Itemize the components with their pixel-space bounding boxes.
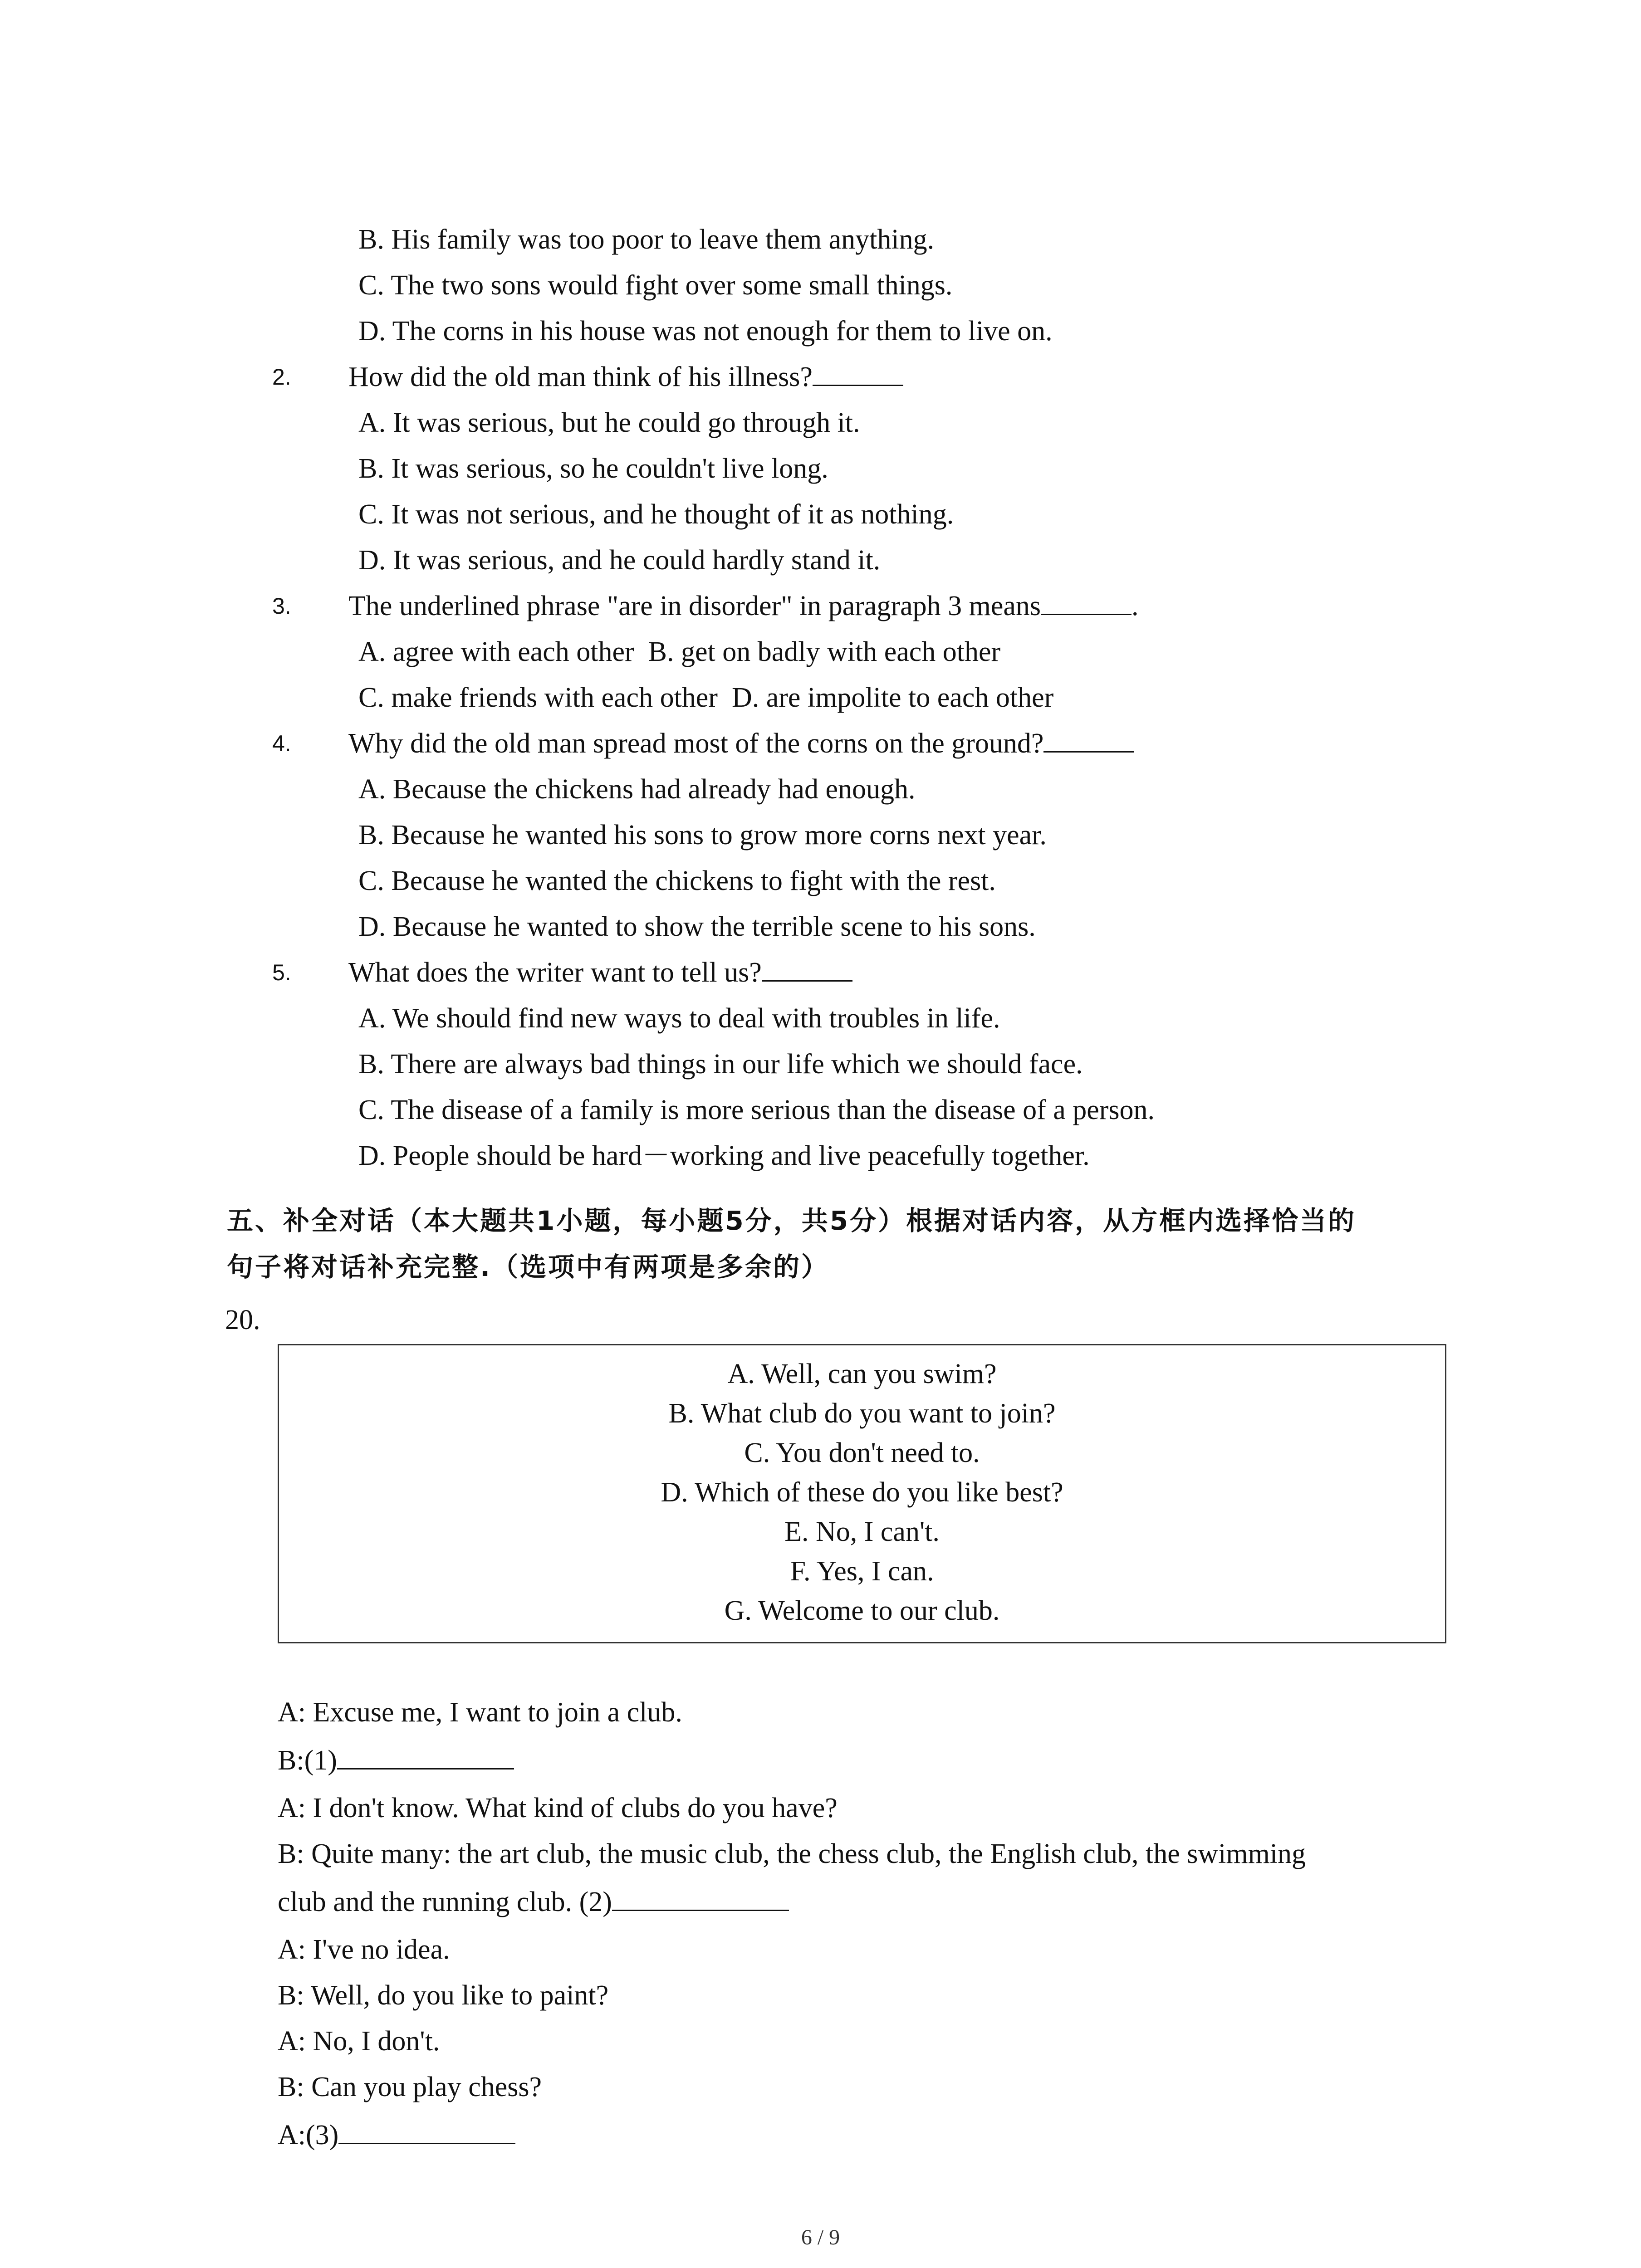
- box-option-a: A. Well, can you swim?: [727, 1359, 997, 1389]
- q1-option-c: C. The two sons would fight over some small things.: [358, 270, 953, 301]
- answer-blank: [762, 975, 852, 982]
- question-text: How did the old man think of his illness?: [348, 362, 813, 392]
- answer-blank-1[interactable]: [337, 1759, 514, 1769]
- section-heading-line: 句子将对话补充完整.（选项中有两项是多余的）: [227, 1251, 830, 1282]
- q1-option-b: B. His family was too poor to leave them anything.: [358, 224, 935, 255]
- question-text: What does the writer want to tell us?: [348, 957, 762, 988]
- question-text: Why did the old man spread most of the corns on the ground?: [348, 728, 1044, 759]
- q5-option-c: C. The disease of a family is more serious than the disease of a person.: [358, 1095, 1155, 1125]
- question-number: 4.: [272, 731, 291, 756]
- question-4: [272, 721, 1588, 767]
- answer-blank-2[interactable]: [612, 1901, 789, 1911]
- q3-options-cd: C. make friends with each other D. are impolite to each other: [358, 682, 1054, 713]
- q4-option-c: C. Because he wanted the chickens to fight with the rest.: [358, 865, 996, 896]
- answer-blank: [1041, 608, 1132, 615]
- dialog-line: B: Well, do you like to paint?: [278, 1980, 609, 2011]
- q2-option-c: C. It was not serious, and he thought of it as nothing.: [358, 499, 954, 530]
- dialog-text: club and the running club. (2): [278, 1887, 612, 1917]
- question-3: [272, 583, 1588, 629]
- options-box: [278, 1344, 1446, 1643]
- box-option-c: C. You don't need to.: [744, 1437, 980, 1468]
- dialog-line: A: I don't know. What kind of clubs do you have?: [278, 1793, 838, 1823]
- q1-option-d: D. The corns in his house was not enough for them to live on.: [358, 316, 1053, 347]
- question-number: 2.: [272, 364, 291, 390]
- question-2: [272, 354, 1588, 400]
- q5-option-d: D. People should be hard－working and live peacefully together.: [358, 1140, 1090, 1171]
- box-option-g: G. Welcome to our club.: [724, 1595, 1000, 1626]
- answer-blank-3[interactable]: [338, 2134, 515, 2144]
- q4-option-d: D. Because he wanted to show the terrible scene to his sons.: [358, 911, 1036, 942]
- dialog-line: A: I've no idea.: [278, 1934, 450, 1965]
- dialog: [278, 1690, 1457, 2160]
- q4-option-b: B. Because he wanted his sons to grow more corns next year.: [358, 820, 1047, 850]
- q2-option-d: D. It was serious, and he could hardly stand it.: [358, 545, 881, 576]
- dialog-line: B: Can you play chess?: [278, 2072, 542, 2102]
- box-option-f: F. Yes, I can.: [790, 1556, 934, 1587]
- q5-option-a: A. We should find new ways to deal with troubles in life.: [358, 1003, 1000, 1034]
- q3-options-ab: A. agree with each other B. get on badly with each other: [358, 636, 1001, 667]
- page-number: 6 / 9: [801, 2225, 840, 2249]
- dialog-line-blank-2: [278, 1877, 1457, 1927]
- question-20-number: 20.: [225, 1305, 260, 1335]
- q2-option-a: A. It was serious, but he could go through it.: [358, 407, 860, 438]
- q2-option-b: B. It was serious, so he couldn't live long.: [358, 453, 828, 484]
- question-number: 3.: [272, 593, 291, 619]
- dialog-text: A:(3): [278, 2120, 339, 2151]
- dialog-line-blank-3: [278, 2110, 1457, 2160]
- q4-option-a: A. Because the chickens had already had enough.: [358, 774, 916, 805]
- question-number: 5.: [272, 960, 291, 985]
- question-text: The underlined phrase "are in disorder" in paragraph 3 means: [348, 591, 1041, 621]
- question-end-punct: .: [1132, 591, 1139, 621]
- question-list: [272, 217, 1588, 1179]
- section-5-heading: [227, 1198, 1461, 1290]
- box-option-e: E. No, I can't.: [784, 1516, 940, 1547]
- question-5: [272, 950, 1588, 996]
- answer-blank: [813, 379, 903, 386]
- q5-option-b: B. There are always bad things in our life which we should face.: [358, 1049, 1083, 1080]
- dialog-line: B: Quite many: the art club, the music club, the chess club, the English club, the swimming: [278, 1838, 1306, 1869]
- dialog-line-blank-1: [278, 1735, 1457, 1785]
- section-heading-line: 五、补全对话（本大题共1小题，每小题5分，共5分）根据对话内容，从方框内选择恰当的: [227, 1205, 1357, 1236]
- box-option-b: B. What club do you want to join?: [668, 1398, 1056, 1429]
- dialog-line: A: No, I don't.: [278, 2026, 440, 2057]
- box-option-d: D. Which of these do you like best?: [661, 1477, 1063, 1508]
- dialog-line: A: Excuse me, I want to join a club.: [278, 1697, 682, 1728]
- answer-blank: [1043, 746, 1134, 753]
- dialog-text: B:(1): [278, 1745, 337, 1776]
